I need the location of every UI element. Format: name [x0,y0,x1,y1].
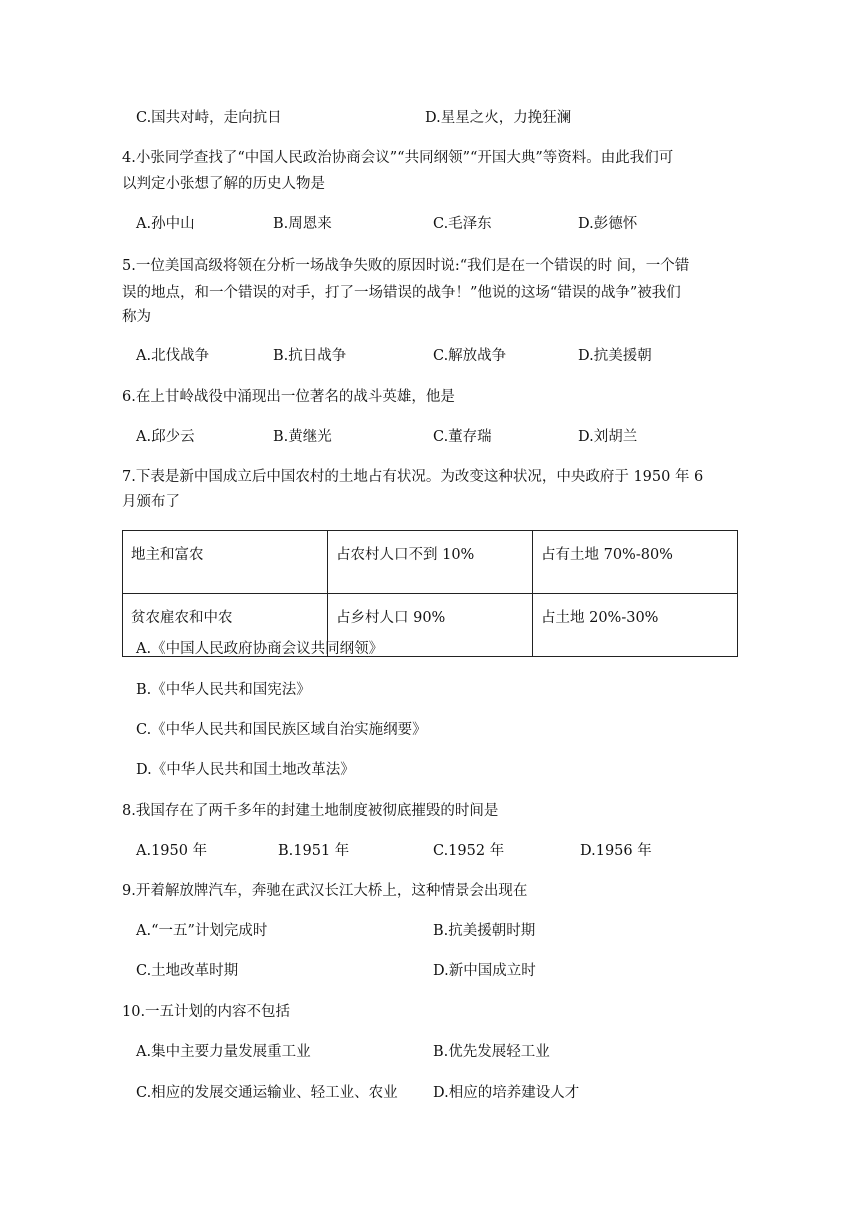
q5-stem-line1: 5.一位美国高级将领在分析一场战争失败的原因时说:“我们是在一个错误的时 间，一个错 [122,258,690,274]
q5-stem-line2: 误的地点，和一个错误的对手，打了一场错误的战争！”他说的这场“错误的战争”被我们 [122,285,681,301]
q7-option-d: D.《中华人民共和国土地改革法》 [136,762,355,778]
q4-option-b: B.周恩来 [273,216,332,232]
q9-option-d: D.新中国成立时 [433,963,536,979]
q9-option-a: A.“一五”计划完成时 [136,923,268,939]
table-cell: 贫农雇农和中农 [123,594,328,657]
q4-option-a: A.孙中山 [136,216,195,232]
q9-option-b: B.抗美援朝时期 [433,923,536,939]
q6-stem-line1: 6.在上甘岭战役中涌现出一位著名的战斗英雄，他是 [122,389,455,405]
q8-stem-line1: 8.我国存在了两千多年的封建土地制度被彻底摧毁的时间是 [122,803,499,819]
q3-option-d: D.星星之火，力挽狂澜 [425,110,572,126]
q6-option-b: B.黄继光 [273,429,332,445]
table-cell: 占农村人口不到 10% [328,531,533,594]
q8-option-b: B.1951 年 [278,843,350,859]
q7-option-c: C.《中华人民共和国民族区域自治实施纲要》 [136,722,427,738]
table-cell: 占有土地 70%-80% [533,531,738,594]
q6-option-a: A.邱少云 [136,429,195,445]
q4-stem-line2: 以判定小张想了解的历史人物是 [122,176,325,192]
q7-option-a: A.《中国人民政府协商会议共同纲领》 [136,641,384,657]
q10-option-b: B.优先发展轻工业 [433,1044,550,1060]
q10-stem-line1: 10.一五计划的内容不包括 [122,1004,291,1020]
q5-option-a: A.北伐战争 [136,348,210,364]
q4-option-c: C.毛泽东 [433,216,492,232]
q10-option-c: C.相应的发展交通运输业、轻工业、农业 [136,1085,398,1101]
table-cell: 地主和富农 [123,531,328,594]
q10-option-a: A.集中主要力量发展重工业 [136,1044,311,1060]
q7-option-b: B.《中华人民共和国宪法》 [136,682,311,698]
q5-option-c: C.解放战争 [433,348,507,364]
q5-stem-line3: 称为 [122,309,151,325]
q10-option-d: D.相应的培养建设人才 [433,1085,580,1101]
q6-option-c: C.董存瑞 [433,429,492,445]
table-row [123,531,738,594]
q8-option-a: A.1950 年 [136,843,208,859]
q8-option-d: D.1956 年 [580,843,652,859]
q5-option-b: B.抗日战争 [273,348,347,364]
q9-option-c: C.土地改革时期 [136,963,239,979]
q9-stem-line1: 9.开着解放牌汽车，奔驰在武汉长江大桥上，这种情景会出现在 [122,883,528,899]
q8-option-c: C.1952 年 [433,843,505,859]
q4-option-d: D.彭德怀 [578,216,638,232]
q4-stem-line1: 4.小张同学查找了“中国人民政治协商会议”“共同纲领”“开国大典”等资料。由此我们可 [122,150,674,166]
q7-stem-line1: 7.下表是新中国成立后中国农村的土地占有状况。为改变这种状况，中央政府于 1950 年 6 [122,469,704,485]
q7-stem-line2: 月颁布了 [122,494,180,510]
table-cell: 占土地 20%-30% [533,594,738,657]
q5-option-d: D.抗美援朝 [578,348,652,364]
table-cell: 占乡村人口 90% [328,594,533,657]
q6-option-d: D.刘胡兰 [578,429,638,445]
q3-option-c: C.国共对峙，走向抗日 [136,110,282,126]
